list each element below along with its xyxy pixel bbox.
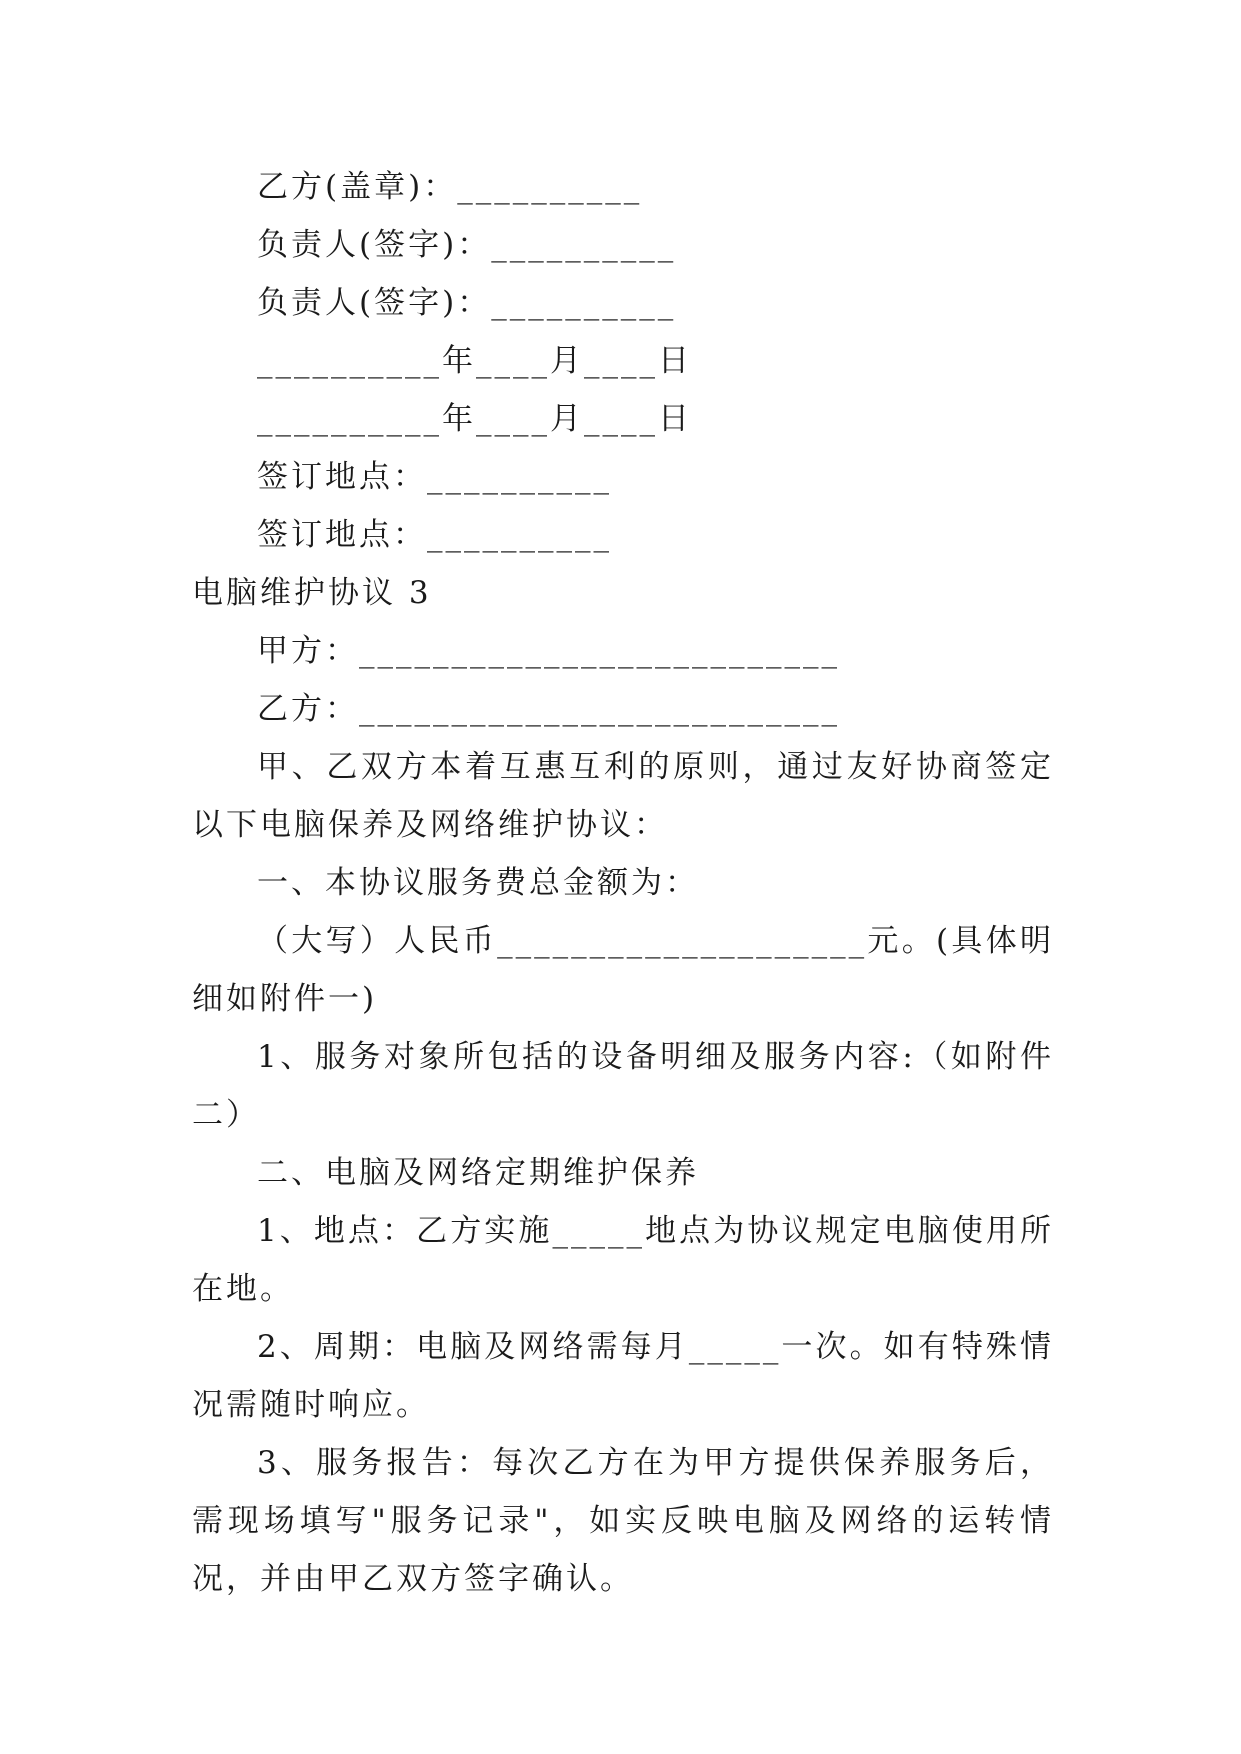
- clause-maintenance-heading: 二、电脑及网络定期维护保养: [257, 1155, 699, 1191]
- party-b-line: 乙方：__________________________: [257, 691, 840, 727]
- clause-service-report: 3、服务报告：每次乙方在为甲方提供保养服务后，需现场填写"服务记录"，如实反映电脑及网络的运转情况，并由甲乙双方签字确认。: [192, 1445, 1054, 1597]
- date-line: __________年____月____日: [257, 343, 692, 379]
- clause-fee-amount: （大写）人民币____________________元。(具体明细如附件一): [192, 923, 1054, 1017]
- responsible-signature-line: 负责人(签字)：__________: [257, 285, 677, 321]
- signing-place-line: 签订地点：__________: [257, 517, 612, 553]
- party-b-seal-line: 乙方(盖章)：__________: [257, 169, 643, 205]
- date-line: __________年____月____日: [257, 401, 692, 437]
- clause-fee-total: 一、本协议服务费总金额为：: [257, 865, 699, 901]
- party-a-line: 甲方：__________________________: [257, 633, 840, 669]
- intro-paragraph: 甲、乙双方本着互惠互利的原则，通过友好协商签定以下电脑保养及网络维护协议：: [192, 749, 1054, 843]
- signing-place-line: 签订地点：__________: [257, 459, 612, 495]
- section-heading: 电脑维护协议 3: [192, 575, 432, 611]
- clause-period: 2、周期：电脑及网络需每月_____一次。如有特殊情况需随时响应。: [192, 1329, 1054, 1423]
- clause-location: 1、地点：乙方实施_____地点为协议规定电脑使用所在地。: [192, 1213, 1054, 1307]
- document-body: [192, 158, 1054, 1608]
- responsible-signature-line: 负责人(签字)：__________: [257, 227, 677, 263]
- clause-service-scope: 1、服务对象所包括的设备明细及服务内容:（如附件二）: [192, 1039, 1054, 1133]
